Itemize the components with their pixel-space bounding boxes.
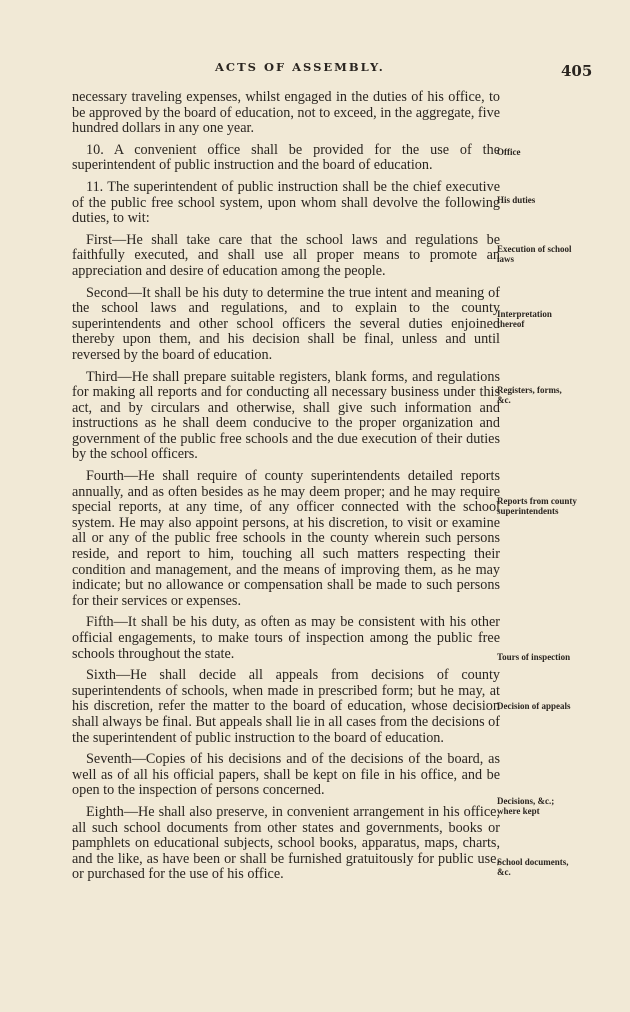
margin-note-registers: Registers, forms, &c. (497, 385, 562, 405)
paragraph-eighth: Eighth—He shall also preserve, in convenient arrangement in his office, all such school documents from other states and governments, books or pamphlets on educational subjects, school books, apparatus, maps, charts, and the like, as have been or shall be furnished gratuitously for public use, or purchased for the use of his office. (72, 803, 500, 883)
paragraph-continuation: necessary traveling expenses, whilst engaged in the duties of his office, to be approved by the board of education, not to exceed, in the aggregate, five hundred dollars in any one year. (72, 89, 500, 137)
running-title: ACTS OF ASSEMBLY. (215, 60, 385, 74)
margin-note-office: Office (497, 147, 521, 157)
paragraph-fourth: Fourth—He shall require of county superintendents detailed reports annually, and as often besides as he may deem proper; and he may require special reports, at any time, of any officer connected with the school system. He may also appoint persons, at his discretion, to visit or examine all or any of the public free schools in the county wherein such persons reside, and report to him, touching all such matters respecting their condition and management, and the means of improving them, as he may indicate; but no allowance or compensation shall be made to such persons for their services or expenses. (72, 468, 500, 609)
paragraph-third: Third—He shall prepare suitable registers, blank forms, and regulations for making all reports and for conducting all necessary business under this act, and by circulars and otherwise, shall give such information and instructions as he shall deem conducive to the proper organization and government of the public free schools and the due execution of their duties by the school officers. (72, 368, 500, 463)
margin-note-appeals: Decision of appeals (497, 701, 571, 711)
paragraph-section-10: 10. A convenient office shall be provided for the use of the superintendent of public instruction and the board of education. (72, 141, 500, 174)
body-text (72, 90, 500, 889)
paragraph-section-11: 11. The superintendent of public instruction shall be the chief executive of the public free school system, upon whom shall devolve the following duties, to wit: (72, 178, 500, 227)
margin-note-execution: Execution of school laws (497, 244, 572, 264)
page-number: 405 (561, 62, 593, 80)
paragraph-sixth: Sixth—He shall decide all appeals from decisions of county superintendents of schools, when made in prescribed form; but he may, at his discretion, refer the matter to the board of education, whose decision shall always be final. But appeals shall lie in all cases from the decisions of the superintendent of public instruction to the board of education. (72, 667, 500, 746)
paragraph-first: First—He shall take care that the school laws and regulations be faithfully executed, and shall use all proper means to promote an appreciation and desire of education among the people. (72, 231, 500, 279)
margin-notes (497, 0, 625, 1012)
margin-note-interpretation: Interpretation thereof (497, 309, 552, 329)
paragraph-second: Second—It shall be his duty to determine the true intent and meaning of the school laws and regulations, and to explain to the county superintendents and other school officers the several duties enjoined thereby upon them, and his decision shall be final, unless and until reversed by the board of education. (72, 284, 500, 363)
margin-note-decisions: Decisions, &c.; where kept (497, 796, 555, 816)
margin-note-tours: Tours of inspection (497, 652, 571, 662)
paragraph-seventh: Seventh—Copies of his decisions and of the decisions of the board, as well as of all his official papers, shall be kept on file in his office, and be open to the inspection of persons concerned. (72, 751, 500, 799)
margin-note-his-duties: His duties (497, 195, 536, 205)
margin-note-reports: Reports from county superintendents (497, 496, 577, 516)
paragraph-fifth: Fifth—It shall be his duty, as often as may be consistent with his other official engagements, to make tours of inspection among the public free schools throughout the state. (72, 614, 500, 662)
margin-note-school-documents: School documents, &c. (497, 857, 569, 877)
